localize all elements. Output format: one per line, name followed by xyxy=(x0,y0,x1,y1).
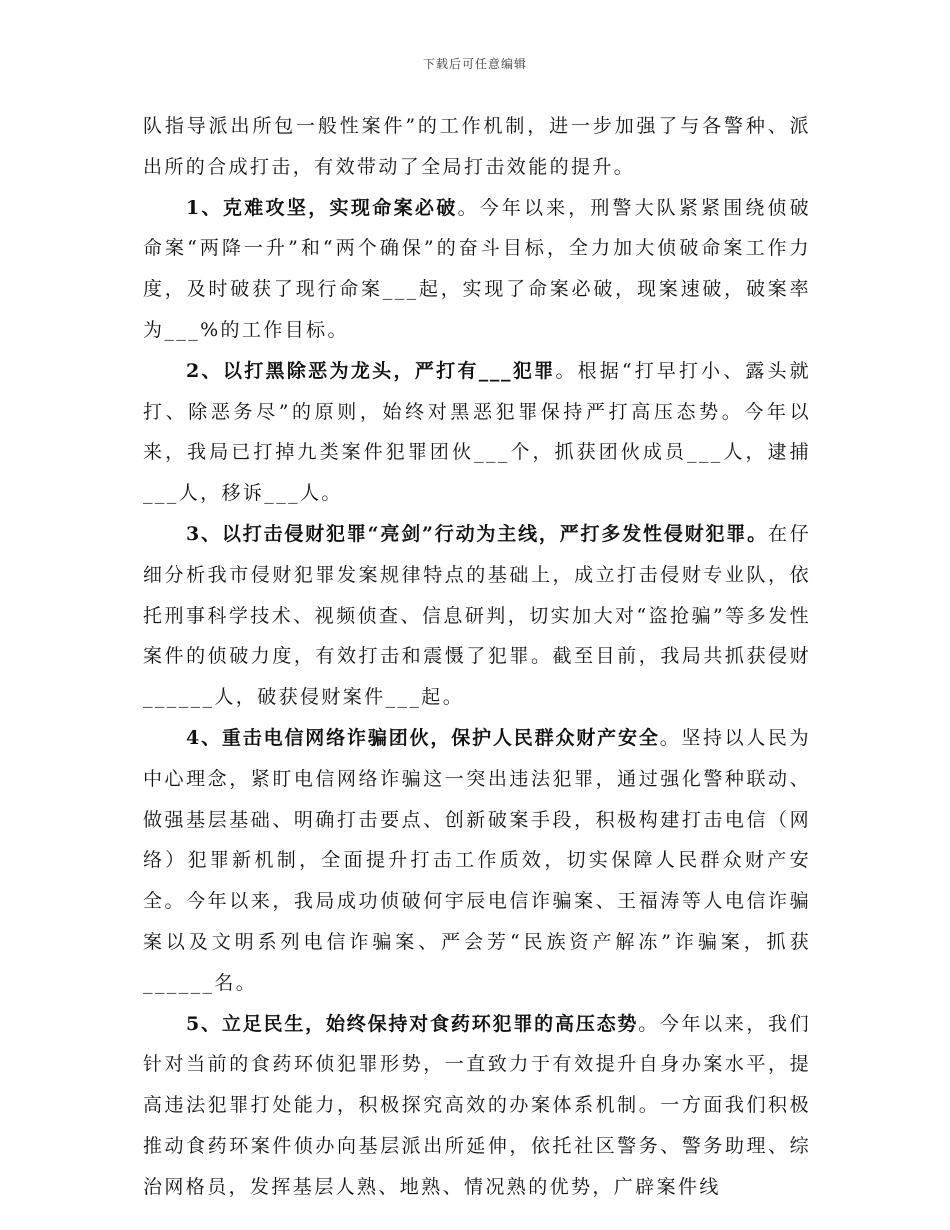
page-header: 下载后可任意编辑 xyxy=(422,57,527,71)
paragraph-body: 。坚持以人民为中心理念，紧盯电信网络诈骗这一突出违法犯罪，通过强化警种联动、做强基层基础、明确打击要点、创新破案手段，积极构建打击电信（网络）犯罪新机制，全面提升打击工作质效，切实保障人民群众财产安全。今年以来，我局成功侦破何宇辰电信诈骗案、王福涛等人电信诈骗案以及文明系列电信诈骗案、严会芳“民族资产解冻”诈骗案，抓获______名。 xyxy=(143,726,811,994)
paragraph-body: 。根据“打早打小、露头就打、除恶务尽”的原则，始终对黑恶犯罪保持严打高压态势。今年以来，我局已打掉九类案件犯罪团伙___个，抓获团伙成员___人，逮捕___人，移诉___人。 xyxy=(143,359,811,505)
paragraph-body: 。今年以来，我们针对当前的食药环侦犯罪形势，一直致力于有效提升自身办案水平，提高违法犯罪打处能力，积极探究高效的办案体系机制。一方面我们积极推动食药环案件侦办向基层派出所延伸，依托社区警务、警务助理、综治网格员，发挥基层人熟、地熟、情况熟的优势，广辟案件线 xyxy=(143,1012,812,1198)
paragraph-body: 。今年以来，刑警大队紧紧围绕侦破命案“两降一升”和“两个确保”的奋斗目标，全力加大侦破命案工作力度，及时破获了现行命案___起，实现了命案必破，现案速破，破案率为___%的工作目标。 xyxy=(143,196,811,341)
paragraph-lead: 2、以打黑除恶为龙头，严打有___犯罪 xyxy=(186,359,556,382)
paragraph-item-4 xyxy=(143,718,811,1004)
document-body xyxy=(143,106,811,1208)
paragraph-body: 队指导派出所包一般性案件”的工作机制，进一步加强了与各警种、派出所的合成打击，有效带动了全局打击效能的提升。 xyxy=(143,115,811,178)
paragraph-lead: 5、立足民生，始终保持对食药环犯罪的高压态势 xyxy=(186,1012,639,1035)
paragraph-item-1 xyxy=(143,188,811,351)
paragraph-item-2 xyxy=(143,351,811,514)
paragraph-body: 在仔细分析我市侵财犯罪发案规律特点的基础上，成立打击侵财专业队，依托刑事科学技术、视频侦查、信息研判，切实加大对“盗抢骗”等多发性案件的侦破力度，有效打击和震慑了犯罪。截至目前，我局共抓获侵财______人，破获侵财案件___起。 xyxy=(143,522,811,709)
paragraph-item-5 xyxy=(143,1004,811,1208)
paragraph-lead: 1、克难攻坚，实现命案必破 xyxy=(186,196,458,219)
paragraph-item-3 xyxy=(143,514,811,718)
paragraph-lead: 4、重击电信网络诈骗团伙，保护人民群众财产安全 xyxy=(186,726,660,749)
paragraph-lead: 3、以打击侵财犯罪“亮剑”行动为主线，严打多发性侵财犯罪。 xyxy=(186,522,768,545)
paragraph-continuation xyxy=(143,106,811,188)
